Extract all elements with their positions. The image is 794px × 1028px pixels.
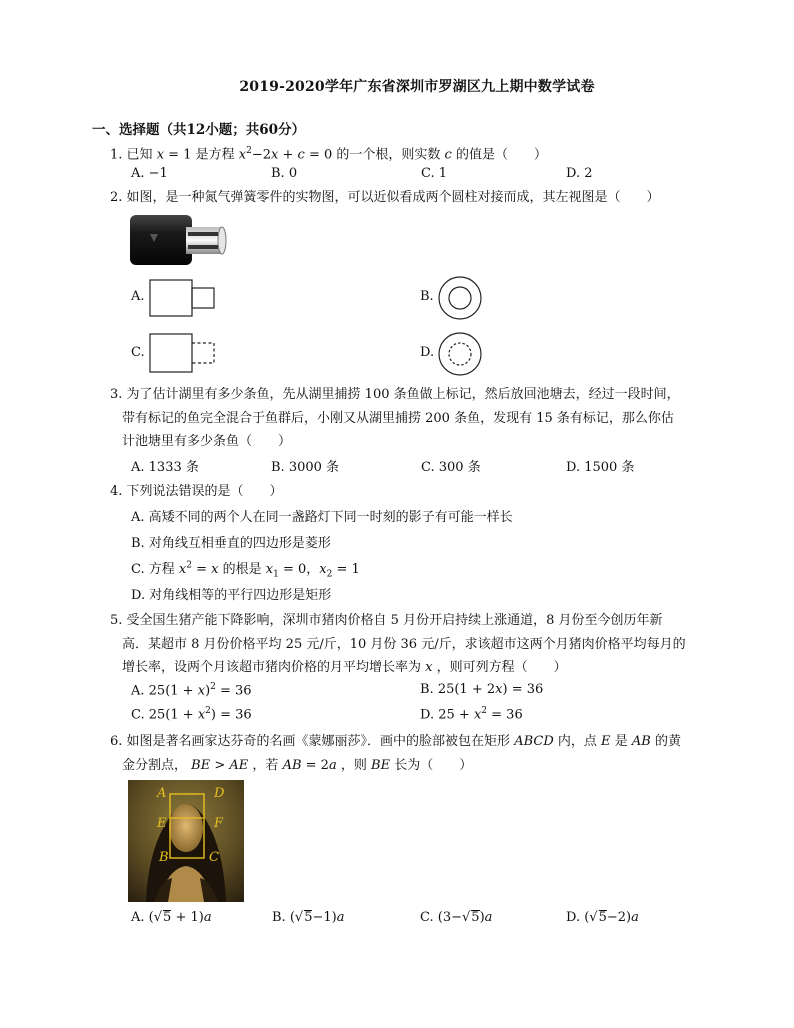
q5-option-b[interactable]: B. 25(1 + 2x) = 36 bbox=[420, 682, 544, 697]
section-heading: 一、选择题（共12小题；共60分） bbox=[92, 122, 306, 138]
question-2: 2. 如图，是一种氮气弹簧零件的实物图，可以近似看成两个圆柱对接而成，其左视图是（ ） bbox=[110, 190, 660, 205]
q6-label-b: B bbox=[159, 850, 169, 865]
q3-option-a[interactable]: A. 1333 条 bbox=[131, 460, 199, 475]
q6-label-d: D bbox=[214, 786, 225, 801]
q1-equation-x: x bbox=[156, 147, 165, 163]
q3-option-c[interactable]: C. 300 条 bbox=[421, 460, 481, 475]
q2-option-b-figure bbox=[437, 275, 483, 325]
q1-option-a[interactable]: A. −1 bbox=[131, 166, 168, 181]
q4-option-b[interactable]: B. 对角线互相垂直的四边形是菱形 bbox=[131, 536, 331, 551]
q6-line-1-c: 是 bbox=[614, 734, 628, 749]
q5-line-3-b: ，则可列方程（ ） bbox=[436, 660, 567, 675]
q4-option-c-a: C. 方程 bbox=[131, 562, 175, 577]
q5-option-c-label: C. bbox=[131, 707, 145, 723]
q2-option-a-figure bbox=[148, 279, 218, 321]
q6-label-e: E bbox=[157, 816, 167, 831]
q6-line-2-b: ，若 bbox=[252, 758, 279, 773]
q2-option-d[interactable]: D. bbox=[420, 345, 435, 360]
q6-option-a[interactable]: A. (√5 + 1)a bbox=[131, 910, 212, 925]
q3-option-b[interactable]: B. 3000 条 bbox=[271, 460, 340, 475]
q6-option-b[interactable]: B. (√5−1)a bbox=[272, 910, 345, 925]
q6-line-2-c: ，则 bbox=[340, 758, 367, 773]
q3-line-2: 带有标记的鱼完全混合于鱼群后，小刚又从湖里捕捞 200 条鱼，发现有 15 条有标记，那么你估 bbox=[122, 411, 674, 426]
q2-option-d-figure bbox=[437, 331, 483, 381]
q1-option-b[interactable]: B. 0 bbox=[271, 166, 298, 181]
q4-option-c[interactable]: C. 方程 $x^2 = x$ 的根是 $x_1 = 0$，$x_2 = 1$ bbox=[131, 560, 360, 580]
q6-line-1-b: 内，点 bbox=[557, 734, 597, 749]
q5-option-a-label: A. bbox=[131, 683, 145, 699]
mona-lisa-figure bbox=[128, 780, 244, 902]
q6-line-2: 金分割点， BE > AE ，若 AB = 2a ，则 BE 长为（ ） bbox=[122, 758, 473, 773]
q6-label-f: F bbox=[214, 816, 224, 831]
q3-line-1: 3. 为了估计湖里有多少条鱼，先从湖里捕捞 100 条鱼做上标记，然后放回池塘去，经过一段时间， bbox=[110, 387, 680, 402]
page-title: 2019-2020学年广东省深圳市罗湖区九上期中数学试卷 bbox=[239, 79, 595, 95]
q6-option-a-label: A. bbox=[131, 910, 145, 925]
q1-text-b: 是方程 bbox=[195, 147, 235, 163]
q1-text-d: 的值是（ ） bbox=[455, 147, 547, 163]
q1-option-c[interactable]: C. 1 bbox=[421, 166, 448, 181]
q5-option-d[interactable]: D. $25 + x^2 = 36$ bbox=[420, 706, 523, 723]
q4-option-c-b: 的根是 bbox=[222, 562, 262, 577]
q6-option-d[interactable]: D. (√5−2)a bbox=[566, 910, 639, 925]
q6-line-2-d: 长为（ ） bbox=[394, 758, 473, 773]
q1-option-d[interactable]: D. 2 bbox=[566, 166, 593, 181]
q6-line-1: 6. 如图是著名画家达芬奇的名画《蒙娜丽莎》．画中的脸部被包在矩形 ABCD 内，点 E 是 AB 的黄 bbox=[110, 734, 681, 749]
q4-option-d[interactable]: D. 对角线相等的平行四边形是矩形 bbox=[131, 588, 332, 603]
q5-line-3: 增长率，设两个月该超市猪肉价格的月平均增长率为 x ，则可列方程（ ） bbox=[122, 660, 567, 675]
q6-option-c-label: C. bbox=[420, 910, 434, 925]
q2-option-c-figure bbox=[148, 333, 218, 377]
q6-option-d-label: D. bbox=[566, 910, 581, 925]
q3-line-3: 计池塘里有多少条鱼（ ） bbox=[122, 434, 292, 449]
q5-option-c[interactable]: C. $25(1 + x^2) = 36$ bbox=[131, 706, 252, 723]
q5-line-1: 5. 受全国生猪产能下降影响，深圳市猪肉价格自 5 月份开启持续上涨通道，8 月份至今创历年新 bbox=[110, 613, 663, 628]
q6-label-a: A bbox=[157, 786, 167, 801]
question-4: 4. 下列说法错误的是（ ） bbox=[110, 484, 283, 499]
q1-text-a: 已知 bbox=[126, 147, 153, 163]
q5-option-b-label: B. bbox=[420, 682, 434, 697]
q1-options bbox=[131, 166, 731, 186]
q6-line-1-a: 6. 如图是著名画家达芬奇的名画《蒙娜丽莎》．画中的脸部被包在矩形 bbox=[110, 734, 511, 749]
q3-option-d[interactable]: D. 1500 条 bbox=[566, 460, 635, 475]
q6-line-2-a: 金分割点， bbox=[122, 758, 188, 773]
q1-number: 1. bbox=[110, 147, 123, 163]
q4-option-a[interactable]: A. 高矮不同的两个人在同一盏路灯下同一时刻的影子有可能一样长 bbox=[131, 510, 513, 525]
q6-line-1-d: 的黄 bbox=[654, 734, 681, 749]
q2-option-b[interactable]: B. bbox=[420, 289, 434, 304]
q6-label-c: C bbox=[209, 850, 219, 865]
q2-option-a[interactable]: A. bbox=[131, 289, 145, 304]
question-1: 1. 已知 x = 1 是方程 $x^2-2x + c = 0$ 的一个根，则实数 c 的值是（ ） bbox=[110, 146, 547, 163]
q3-options bbox=[131, 456, 731, 476]
q5-option-a[interactable]: A. $25(1 + x)^2 = 36$ bbox=[131, 682, 252, 699]
q6-option-c[interactable]: C. (3−√5)a bbox=[420, 910, 493, 925]
q5-line-3-a: 增长率，设两个月该超市猪肉价格的月平均增长率为 bbox=[122, 660, 422, 675]
q2-option-c[interactable]: C. bbox=[131, 345, 145, 360]
spring-part-photo bbox=[128, 212, 228, 268]
q5-line-2: 高．某超市 8 月份价格平均 25 元/斤，10 月份 36 元/斤，求该超市这两个月猪肉价格平均每月的 bbox=[122, 637, 686, 652]
q6-option-b-label: B. bbox=[272, 910, 286, 925]
q5-option-d-label: D. bbox=[420, 707, 435, 723]
q1-text-c: 的一个根，则实数 bbox=[336, 147, 441, 163]
